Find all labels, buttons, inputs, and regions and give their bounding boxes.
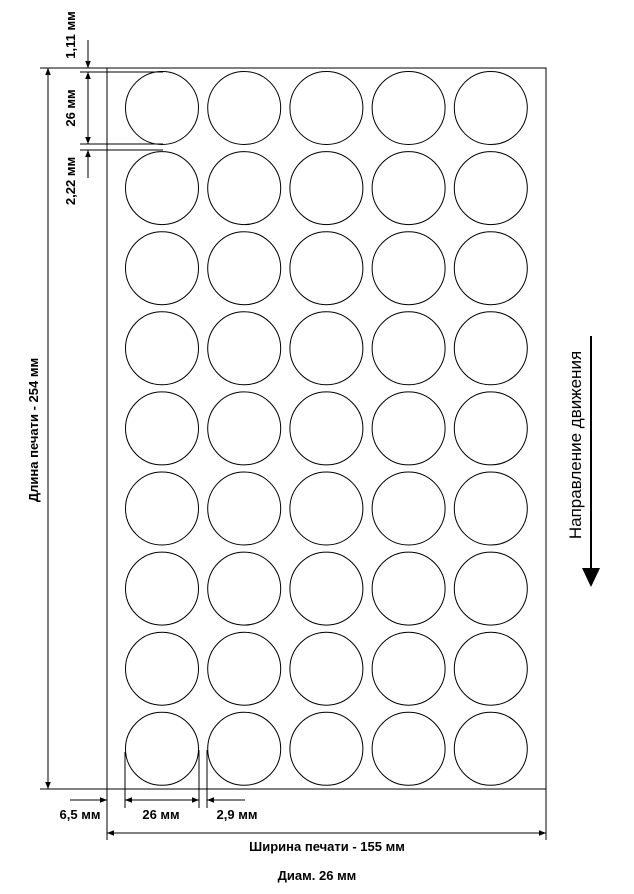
top-margin-label: 1,11 мм [63,11,78,59]
label-circle [208,472,281,545]
label-circle [208,232,281,305]
label-circle [454,632,527,705]
label-circle [372,472,445,545]
label-circle [454,552,527,625]
label-circle [372,232,445,305]
bottom-dimension-lines [70,750,546,840]
label-circle [126,232,199,305]
label-circle [290,72,363,145]
label-circle [290,232,363,305]
label-circle [372,712,445,785]
label-circle [126,472,199,545]
label-circle [290,552,363,625]
label-circle [454,72,527,145]
label-circle [208,312,281,385]
label-circle [208,552,281,625]
label-circle [208,392,281,465]
label-circle [290,152,363,225]
label-circle [454,392,527,465]
label-circle [454,152,527,225]
label-circle [290,632,363,705]
label-circle [372,312,445,385]
label-circle [290,312,363,385]
label-circle [290,712,363,785]
label-circle [208,712,281,785]
label-circle [126,72,199,145]
label-circle [126,312,199,385]
label-circle [372,152,445,225]
column-gap-label: 2,9 мм [216,807,258,822]
label-circle [454,472,527,545]
top-dimension-lines [80,40,163,178]
label-width-label: 26 мм [142,807,180,822]
diameter-label: Диам. 26 мм [277,868,357,883]
label-circle [208,152,281,225]
label-circle [126,392,199,465]
label-circle [126,632,199,705]
label-circle [126,552,199,625]
direction-label: Направление движения [566,350,585,540]
label-circle [126,152,199,225]
label-circle [454,232,527,305]
label-circle [290,392,363,465]
label-circle [372,552,445,625]
label-circle [372,72,445,145]
label-height-label: 26 мм [63,89,78,127]
label-grid [126,72,528,786]
label-circle [372,392,445,465]
label-circle [454,712,527,785]
print-width-label: Ширина печати - 155 мм [249,839,405,854]
label-circle [126,712,199,785]
label-circle [372,632,445,705]
label-circle [208,632,281,705]
row-gap-label: 2,22 мм [63,156,78,206]
print-area [107,68,546,789]
label-circle [454,312,527,385]
label-circle [208,72,281,145]
print-length-label: Длина печати - 254 мм [26,357,41,503]
label-circle [290,472,363,545]
left-margin-label: 6,5 мм [59,807,101,822]
